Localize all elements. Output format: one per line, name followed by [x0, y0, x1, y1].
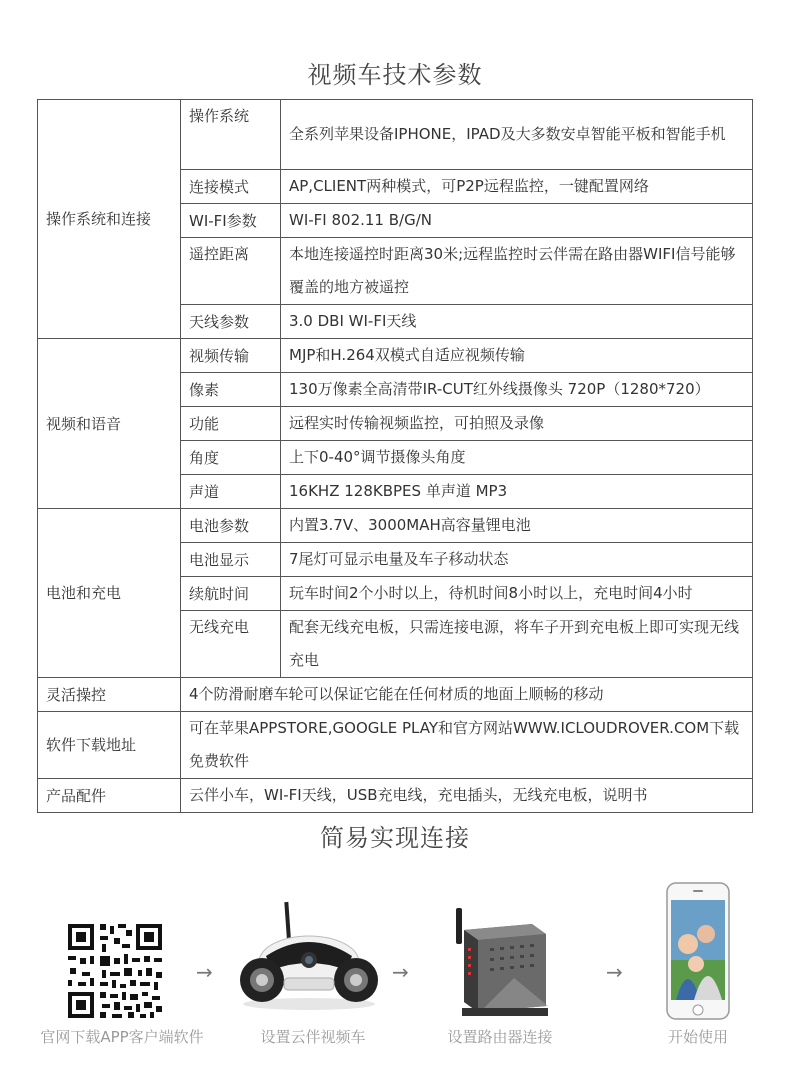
spec-label: 功能 — [181, 407, 281, 441]
spec-value: 上下0-40°调节摄像头角度 — [281, 441, 753, 475]
connection-steps — [0, 870, 790, 1070]
group-label: 产品配件 — [38, 779, 181, 813]
spec-value: 3.0 DBI WI-FI天线 — [281, 305, 753, 339]
arrow-icon: → — [606, 960, 623, 984]
arrow-icon: → — [392, 960, 409, 984]
group-label: 软件下载地址 — [38, 712, 181, 779]
step-label-download: 官网下载APP客户端软件 — [40, 1028, 204, 1046]
spec-label: 天线参数 — [181, 305, 281, 339]
spec-title: 视频车技术参数 — [307, 61, 483, 89]
group-label: 视频和语音 — [38, 339, 181, 509]
table-row — [38, 678, 753, 712]
spec-value: 云伴小车，WI-FI天线，USB充电线，充电插头，无线充电板，说明书 — [181, 779, 753, 813]
spec-value: 玩车时间2个小时以上，待机时间8小时以上，充电时间4小时 — [281, 577, 753, 611]
table-row — [38, 509, 753, 543]
spec-value: 远程实时传输视频监控，可拍照及录像 — [281, 407, 753, 441]
spec-value: 配套无线充电板，只需连接电源，将车子开到充电板上即可实现无线充电 — [281, 611, 753, 678]
spec-value: 130万像素全高清带IR-CUT红外线摄像头 720P（1280*720） — [281, 373, 753, 407]
spec-label: 像素 — [181, 373, 281, 407]
spec-label: WI-FI参数 — [181, 204, 281, 238]
spec-label: 视频传输 — [181, 339, 281, 373]
smartphone-icon — [666, 882, 730, 1020]
spec-value: 内置3.7V、3000MAH高容量锂电池 — [281, 509, 753, 543]
group-label: 操作系统和连接 — [38, 100, 181, 339]
spec-value: 本地连接遥控时距离30米;远程监控时云伴需在路由器WIFI信号能够覆盖的地方被遥控 — [281, 238, 753, 305]
spec-value: 可在苹果APPSTORE,GOOGLE PLAY和官方网站WWW.ICLOUDROVER.COM下载免费软件 — [181, 712, 753, 779]
spec-label: 电池参数 — [181, 509, 281, 543]
spec-table — [37, 99, 753, 813]
spec-label: 角度 — [181, 441, 281, 475]
table-row — [38, 339, 753, 373]
spec-value: AP,CLIENT两种模式，可P2P远程监控，一键配置网络 — [281, 170, 753, 204]
spec-label: 连接模式 — [181, 170, 281, 204]
connect-title: 简易实现连接 — [320, 824, 470, 852]
spec-value: 4个防滑耐磨车轮可以保证它能在任何材质的地面上顺畅的移动 — [181, 678, 753, 712]
step-label-setup-car: 设置云伴视频车 — [260, 1028, 366, 1046]
spec-value: WI-FI 802.11 B/G/N — [281, 204, 753, 238]
spec-label: 无线充电 — [181, 611, 281, 678]
spec-label: 声道 — [181, 475, 281, 509]
video-car-icon — [236, 900, 382, 1012]
spec-label: 操作系统 — [181, 100, 281, 170]
spec-value: 7尾灯可显示电量及车子移动状态 — [281, 543, 753, 577]
arrow-icon: → — [196, 960, 213, 984]
step-label-router: 设置路由器连接 — [447, 1028, 553, 1046]
spec-value: MJP和H.264双模式自适应视频传输 — [281, 339, 753, 373]
spec-label: 续航时间 — [181, 577, 281, 611]
router-icon — [450, 908, 550, 1020]
group-label: 灵活操控 — [38, 678, 181, 712]
table-row — [38, 779, 753, 813]
spec-value: 16KHZ 128KBPES 单声道 MP3 — [281, 475, 753, 509]
spec-label: 遥控距离 — [181, 238, 281, 305]
spec-label: 电池显示 — [181, 543, 281, 577]
group-label: 电池和充电 — [38, 509, 181, 678]
qr-code-icon — [66, 922, 164, 1020]
step-label-start: 开始使用 — [667, 1028, 728, 1046]
table-row — [38, 712, 753, 779]
spec-value: 全系列苹果设备IPHONE，IPAD及大多数安卓智能平板和智能手机 — [281, 100, 753, 170]
table-row — [38, 100, 753, 170]
